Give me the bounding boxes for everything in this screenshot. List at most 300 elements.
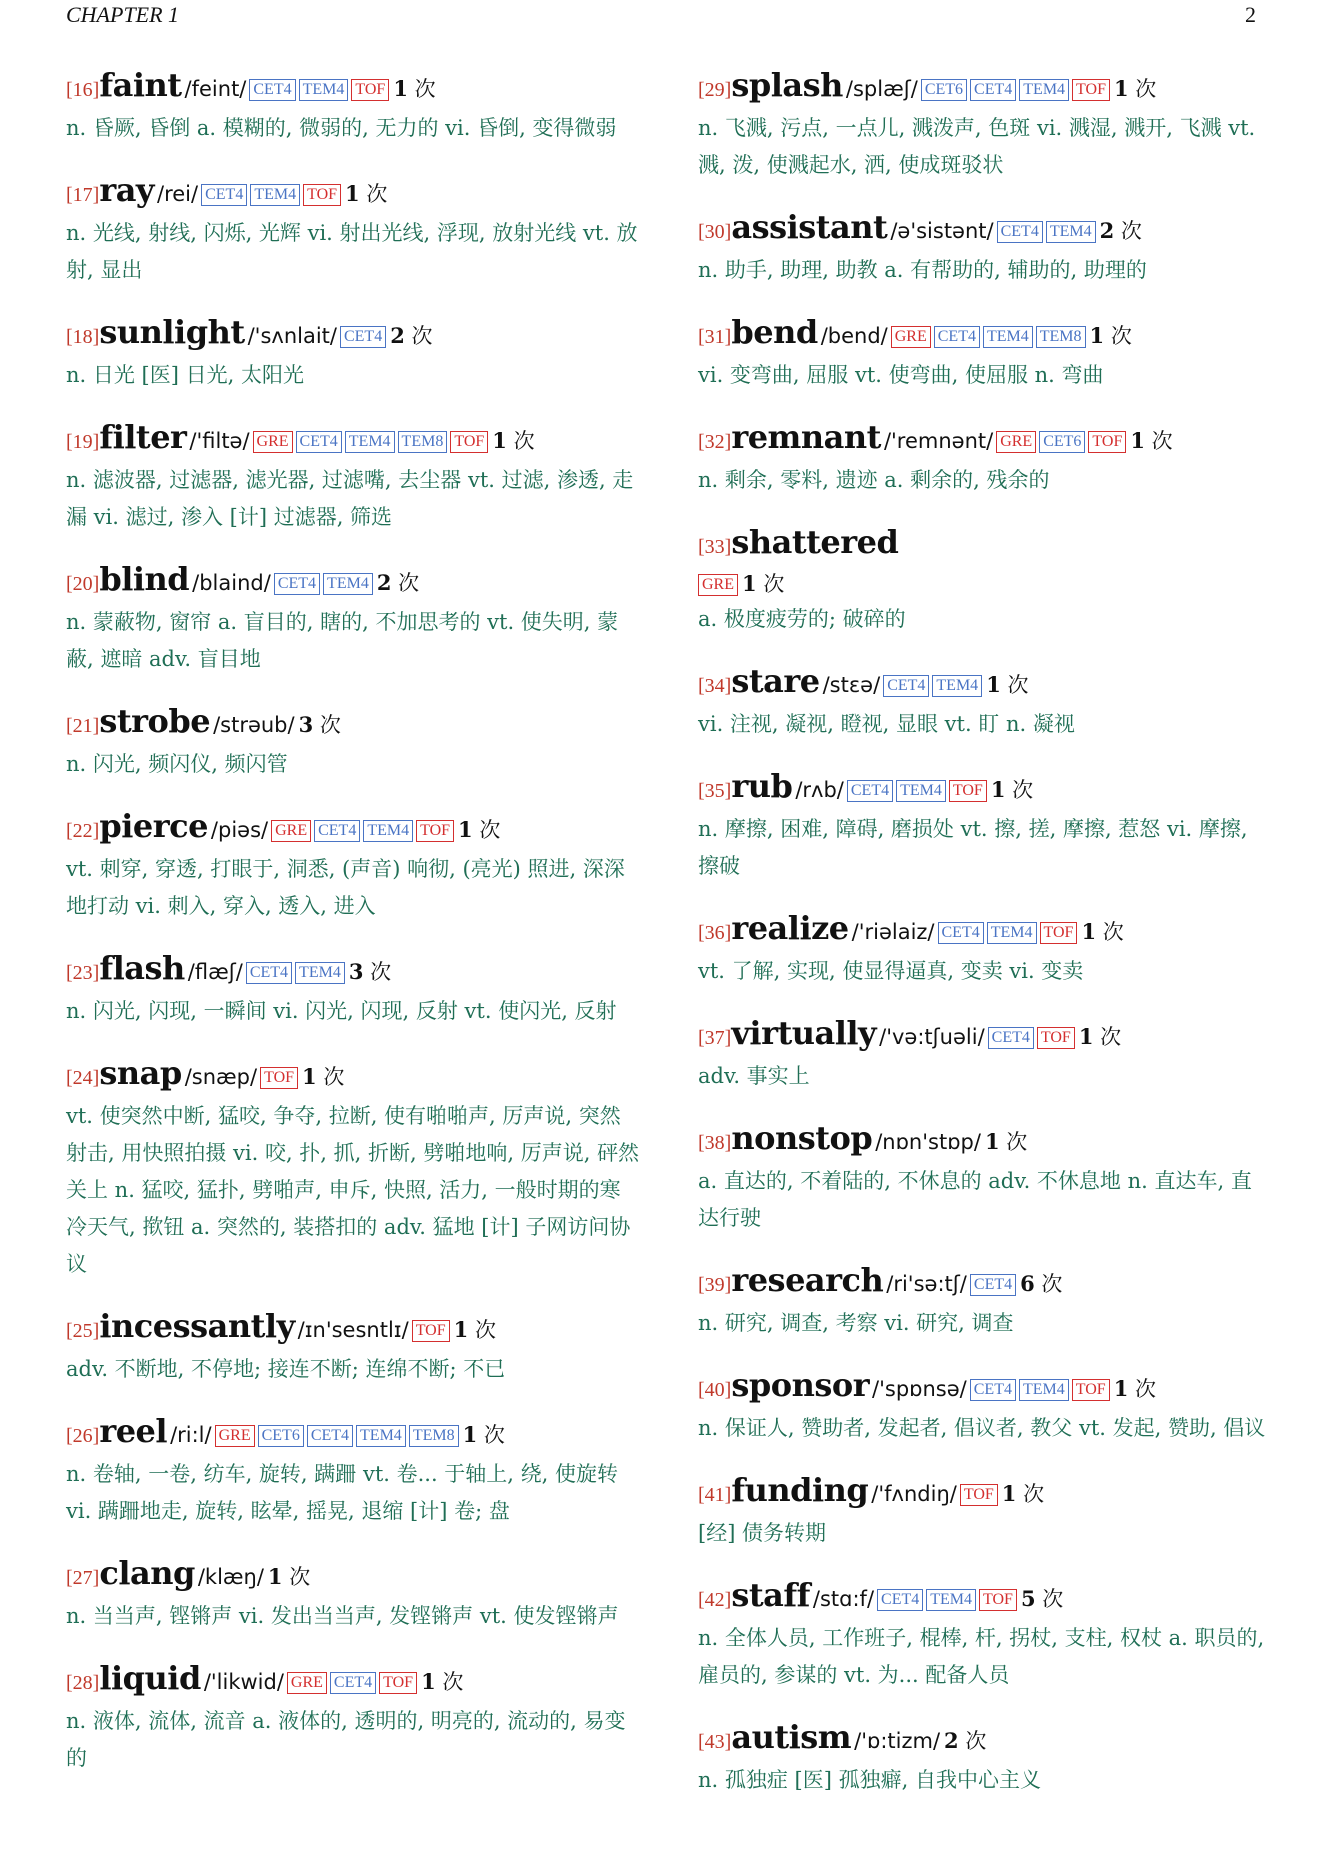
vocab-entry <box>698 1471 1272 1552</box>
count-unit: 次 <box>1135 1377 1156 1401</box>
phonetic: /ri'sə:tʃ/ <box>886 1272 967 1296</box>
phonetic: /nɒn'stɒp/ <box>875 1130 981 1154</box>
exam-tag: TEM8 <box>409 1425 459 1447</box>
exam-tag: CET4 <box>883 675 929 697</box>
headword: liquid <box>99 1659 201 1697</box>
exam-tag: TEM4 <box>356 1425 406 1447</box>
exam-tag: TOF <box>416 820 454 842</box>
entry-number: [40] <box>698 1379 732 1401</box>
entry-number: [23] <box>66 962 100 984</box>
vocab-entry <box>698 208 1272 289</box>
occurrence-count <box>299 713 341 737</box>
entry-headline <box>66 418 640 462</box>
entry-headline <box>66 1554 640 1598</box>
exam-tag: TOF <box>412 1320 450 1342</box>
headword: strobe <box>99 702 211 740</box>
exam-tag: TEM4 <box>896 780 946 802</box>
vocab-entry <box>698 662 1272 743</box>
headword: remnant <box>731 418 881 456</box>
exam-tag: TEM4 <box>1046 221 1096 243</box>
occurrence-count <box>742 572 784 596</box>
count-unit: 次 <box>414 77 436 101</box>
phonetic: /strəub/ <box>213 713 295 737</box>
count-value: 2 <box>376 570 392 595</box>
left-column <box>66 66 640 1801</box>
definition: n. 飞溅, 污点, 一点儿, 溅泼声, 色斑 vi. 溅湿, 溅开, 飞溅 vt. 溅, 泼, 使溅起水, 洒, 使成斑驳状 <box>698 116 1256 177</box>
phonetic: /'ɒ:tizm/ <box>854 1729 941 1753</box>
headword: snap <box>99 1054 182 1092</box>
count-unit: 次 <box>513 429 535 453</box>
exam-tag: TOF <box>260 1067 298 1089</box>
headword: sunlight <box>99 313 245 351</box>
definition: n. 助手, 助理, 助教 a. 有帮助的, 辅助的, 助理的 <box>698 258 1147 282</box>
exam-tag: TOF <box>450 431 488 453</box>
exam-tag: TEM4 <box>363 820 413 842</box>
definition: n. 全体人员, 工作班子, 棍棒, 杆, 拐杖, 支柱, 权杖 a. 职员的, 雇员的, 参谋的 vt. 为... 配备人员 <box>698 1626 1265 1687</box>
exam-tag: TEM4 <box>1019 1379 1069 1401</box>
entry-headline <box>698 313 1272 357</box>
occurrence-count <box>944 1729 986 1753</box>
definition: n. 昏厥, 昏倒 a. 模糊的, 微弱的, 无力的 vi. 昏倒, 变得微弱 <box>66 116 617 140</box>
headword: ray <box>99 171 155 209</box>
vocab-entry <box>698 523 1272 638</box>
headword: shattered <box>731 523 899 561</box>
phonetic: /ɪn'sesntlɪ/ <box>297 1318 409 1342</box>
exam-tag: TEM8 <box>1036 326 1086 348</box>
phonetic: /feint/ <box>184 77 247 101</box>
occurrence-count <box>393 77 435 101</box>
count-value: 1 <box>492 428 507 453</box>
entry-headline <box>698 1471 1272 1515</box>
count-unit: 次 <box>1102 920 1124 944</box>
count-value: 3 <box>298 712 314 737</box>
occurrence-count <box>349 960 391 984</box>
definition: n. 保证人, 赞助者, 发起者, 倡议者, 教父 vt. 发起, 赞助, 倡议 <box>698 1416 1266 1440</box>
exam-tag: CET4 <box>296 431 342 453</box>
definition: vt. 刺穿, 穿透, 打眼于, 洞悉, (声音) 响彻, (亮光) 照进, 深深地打动 vi. 刺入, 穿入, 透入, 进入 <box>66 857 625 918</box>
phonetic: /'və:tʃuəli/ <box>879 1025 985 1049</box>
count-unit: 次 <box>289 1565 311 1589</box>
definition: n. 孤独症 [医] 孤独癖, 自我中心主义 <box>698 1768 1041 1792</box>
count-value: 1 <box>1089 323 1105 348</box>
phonetic: /'fʌndiŋ/ <box>871 1482 957 1506</box>
entry-headline <box>66 1054 640 1098</box>
exam-tag: GRE <box>698 574 738 596</box>
count-unit: 次 <box>1023 1482 1045 1506</box>
headword: filter <box>99 418 187 456</box>
count-unit: 次 <box>370 960 392 984</box>
vocab-entry <box>698 418 1272 499</box>
phonetic: /klæŋ/ <box>197 1565 264 1589</box>
exam-tag: CET6 <box>921 79 967 101</box>
count-unit: 次 <box>1012 778 1034 802</box>
definition: vi. 变弯曲, 屈服 vt. 使弯曲, 使屈服 n. 弯曲 <box>698 363 1104 387</box>
count-unit: 次 <box>442 1670 464 1694</box>
exam-tag: TOF <box>1037 1027 1075 1049</box>
exam-tag: CET4 <box>877 1589 923 1611</box>
count-value: 1 <box>453 1317 469 1342</box>
headword: staff <box>731 1576 810 1614</box>
vocab-entry <box>698 767 1272 885</box>
count-unit: 次 <box>411 324 433 348</box>
definition: adv. 不断地, 不停地; 接连不断; 连绵不断; 不已 <box>66 1357 506 1381</box>
entry-headline <box>698 1119 1272 1163</box>
definition: n. 卷轴, 一卷, 纺车, 旋转, 蹒跚 vt. 卷... 于轴上, 绕, 使旋转 vi. 蹒跚地走, 旋转, 眩晕, 摇晃, 退缩 [计] 卷; 盘 <box>66 1462 619 1523</box>
count-unit: 次 <box>319 713 341 737</box>
headword: stare <box>731 662 820 700</box>
entry-headline <box>66 171 640 215</box>
vocab-entry <box>698 313 1272 394</box>
occurrence-count <box>1100 219 1142 243</box>
phonetic: /'likwid/ <box>203 1670 284 1694</box>
entry-number: [43] <box>698 1731 732 1753</box>
vocab-entry <box>66 1659 640 1777</box>
entry-number: [38] <box>698 1132 732 1154</box>
count-value: 1 <box>984 1129 1000 1154</box>
count-unit: 次 <box>1120 219 1142 243</box>
exam-tag: GRE <box>996 431 1036 453</box>
occurrence-count <box>377 571 419 595</box>
occurrence-count <box>1130 429 1172 453</box>
exam-tag: TEM4 <box>932 675 982 697</box>
page-header <box>66 2 1256 32</box>
entry-number: [36] <box>698 922 732 944</box>
entry-headline <box>698 208 1272 252</box>
exam-tag: TEM4 <box>1019 79 1069 101</box>
entry-headline <box>66 702 640 746</box>
count-value: 5 <box>1020 1586 1036 1611</box>
exam-tag: TEM4 <box>323 573 373 595</box>
entry-headline <box>698 1014 1272 1058</box>
phonetic: /blaind/ <box>192 571 271 595</box>
entry-number: [17] <box>66 184 100 206</box>
exam-tag: CET6 <box>1039 431 1085 453</box>
vocab-entry <box>698 1119 1272 1237</box>
entry-headline <box>698 66 1272 110</box>
vocab-entry <box>698 1718 1272 1799</box>
entry-number: [34] <box>698 675 732 697</box>
entry-number: [28] <box>66 1672 100 1694</box>
count-unit: 次 <box>1100 1025 1122 1049</box>
headword: autism <box>731 1718 852 1756</box>
exam-tag: TEM8 <box>398 431 448 453</box>
definition: n. 滤波器, 过滤器, 滤光器, 过滤嘴, 去尘器 vt. 过滤, 渗透, 走漏 vi. 滤过, 渗入 [计] 过滤器, 筛选 <box>66 468 634 529</box>
count-unit: 次 <box>1042 1587 1064 1611</box>
headword: blind <box>99 560 190 598</box>
phonetic: /bend/ <box>820 324 888 348</box>
entry-number: [42] <box>698 1589 732 1611</box>
entry-number: [21] <box>66 715 100 737</box>
count-value: 2 <box>1099 218 1115 243</box>
vocab-entry <box>66 1554 640 1635</box>
entry-number: [35] <box>698 780 732 802</box>
definition: n. 液体, 流体, 流音 a. 液体的, 透明的, 明亮的, 流动的, 易变的 <box>66 1709 626 1770</box>
occurrence-count <box>1090 324 1132 348</box>
count-value: 1 <box>1113 1376 1129 1401</box>
vocab-entry <box>66 418 640 536</box>
phonetic: /piəs/ <box>210 818 269 842</box>
entry-headline <box>698 1576 1272 1620</box>
entry-number: [29] <box>698 79 732 101</box>
count-value: 1 <box>742 571 757 596</box>
count-value: 1 <box>267 1564 283 1589</box>
count-unit: 次 <box>1110 324 1132 348</box>
definition: a. 极度疲劳的; 破碎的 <box>698 607 906 631</box>
headword: assistant <box>731 208 888 246</box>
entry-number: [16] <box>66 79 100 101</box>
vocab-entry <box>66 702 640 783</box>
exam-tag: CET4 <box>938 922 984 944</box>
exam-tag: CET4 <box>274 573 320 595</box>
headword: sponsor <box>731 1366 870 1404</box>
count-unit: 次 <box>965 1729 987 1753</box>
count-value: 2 <box>390 323 405 348</box>
entry-headline <box>698 523 1272 567</box>
exam-tag: TOF <box>1040 922 1078 944</box>
entry-headline <box>698 767 1272 811</box>
phonetic: /'riəlaiz/ <box>851 920 935 944</box>
occurrence-count <box>1079 1025 1121 1049</box>
headword: incessantly <box>99 1307 295 1345</box>
entry-headline <box>698 662 1272 706</box>
exam-tag: TOF <box>949 780 987 802</box>
chapter-label: CHAPTER 1 <box>66 2 180 27</box>
phonetic: /'spɒnsə/ <box>872 1377 967 1401</box>
entry-number: [39] <box>698 1274 732 1296</box>
definition: vt. 使突然中断, 猛咬, 争夺, 拉断, 使有啪啪声, 厉声说, 突然射击, 用快照拍摄 vi. 咬, 扑, 抓, 折断, 劈啪地响, 厉声说, 砰然关上 n. 猛咬, 猛扑, 劈啪声, 申斥, 快照, 活力, 一般时期的寒冷天气, 揿钮 a. 突然的, 装搭扣的 adv. 猛地 [计] 子网访问协议 <box>66 1104 640 1276</box>
count-unit: 次 <box>398 571 420 595</box>
entry-headline <box>698 1366 1272 1410</box>
count-value: 1 <box>393 76 408 101</box>
entry-number: [31] <box>698 326 732 348</box>
phonetic: /stɑ:f/ <box>812 1587 875 1611</box>
vocab-entry <box>698 1366 1272 1447</box>
entry-headline <box>66 313 640 357</box>
entry-number: [20] <box>66 573 100 595</box>
exam-tag: TOF <box>960 1484 998 1506</box>
occurrence-count <box>345 182 387 206</box>
phonetic: /snæp/ <box>184 1065 258 1089</box>
exam-tag: TOF <box>379 1672 417 1694</box>
count-value: 1 <box>990 777 1006 802</box>
vocab-entry <box>66 807 640 925</box>
headword: funding <box>731 1471 869 1509</box>
exam-tag: CET4 <box>997 221 1043 243</box>
exam-tag: CET4 <box>970 1379 1016 1401</box>
exam-tag: TEM4 <box>983 326 1033 348</box>
definition: n. 闪光, 闪现, 一瞬间 vi. 闪光, 闪现, 反射 vt. 使闪光, 反射 <box>66 999 617 1023</box>
headword: pierce <box>99 807 208 845</box>
count-unit: 次 <box>1007 673 1029 697</box>
count-unit: 次 <box>366 182 388 206</box>
vocab-entry <box>66 171 640 289</box>
count-unit: 次 <box>323 1065 345 1089</box>
entry-headline <box>66 1307 640 1351</box>
definition: n. 研究, 调查, 考察 vi. 研究, 调查 <box>698 1311 1014 1335</box>
phonetic: /'filtə/ <box>189 429 250 453</box>
exam-tag: TEM4 <box>295 962 345 984</box>
exam-tag: CET4 <box>970 1274 1016 1296</box>
entry-headline <box>66 1659 640 1703</box>
exam-tag: CET4 <box>201 184 247 206</box>
vocab-entry <box>66 1412 640 1530</box>
exam-tag: CET6 <box>258 1425 304 1447</box>
vocab-entry <box>66 1307 640 1388</box>
vocab-entry <box>698 1014 1272 1095</box>
entry-number: [19] <box>66 431 100 453</box>
exam-tag: TOF <box>351 79 389 101</box>
headword: virtually <box>731 1014 877 1052</box>
exam-tag: TOF <box>303 184 341 206</box>
occurrence-count <box>991 778 1033 802</box>
occurrence-count <box>1020 1272 1062 1296</box>
count-unit: 次 <box>483 1423 505 1447</box>
count-value: 1 <box>302 1064 317 1089</box>
headword: splash <box>731 66 843 104</box>
phonetic: /ri:l/ <box>170 1423 212 1447</box>
occurrence-count <box>390 324 432 348</box>
page-number: 2 <box>1245 2 1256 27</box>
entry-number: [41] <box>698 1484 732 1506</box>
occurrence-count <box>492 429 534 453</box>
phonetic: /ə'sistənt/ <box>890 219 994 243</box>
entry-tagline <box>698 569 1272 601</box>
exam-tag: GRE <box>253 431 293 453</box>
entry-headline <box>66 1412 640 1456</box>
count-value: 1 <box>1001 1481 1017 1506</box>
definition: n. 蒙蔽物, 窗帘 a. 盲目的, 瞎的, 不加思考的 vt. 使失明, 蒙蔽, 遮暗 adv. 盲目地 <box>66 610 619 671</box>
entry-number: [30] <box>698 221 732 243</box>
phonetic: /stɛə/ <box>822 673 881 697</box>
exam-tag: GRE <box>287 1672 327 1694</box>
headword: clang <box>99 1554 195 1592</box>
count-unit: 次 <box>763 572 785 596</box>
exam-tag: TOF <box>1072 79 1110 101</box>
phonetic: /rei/ <box>157 182 199 206</box>
headword: bend <box>731 313 818 351</box>
headword: rub <box>731 767 793 805</box>
definition: n. 当当声, 铿锵声 vi. 发出当当声, 发铿锵声 vt. 使发铿锵声 <box>66 1604 619 1628</box>
count-unit: 次 <box>1041 1272 1063 1296</box>
vocab-entry <box>66 1054 640 1283</box>
definition: vi. 注视, 凝视, 瞪视, 显眼 vt. 盯 n. 凝视 <box>698 712 1075 736</box>
exam-tag: TEM4 <box>345 431 395 453</box>
entry-headline <box>698 909 1272 953</box>
headword: faint <box>99 66 182 104</box>
exam-tag: TOF <box>979 1589 1017 1611</box>
count-value: 1 <box>1078 1024 1094 1049</box>
exam-tag: TEM4 <box>250 184 300 206</box>
occurrence-count <box>458 818 500 842</box>
definition: a. 直达的, 不着陆的, 不休息的 adv. 不休息地 n. 直达车, 直达行驶 <box>698 1169 1252 1230</box>
vocab-entry <box>698 1261 1272 1342</box>
occurrence-count <box>1081 920 1123 944</box>
definition: vt. 了解, 实现, 使显得逼真, 变卖 vi. 变卖 <box>698 959 1084 983</box>
count-value: 1 <box>421 1669 436 1694</box>
vocab-entry <box>698 1576 1272 1694</box>
occurrence-count <box>986 673 1028 697</box>
exam-tag: TEM4 <box>987 922 1037 944</box>
count-unit: 次 <box>1151 429 1173 453</box>
vocab-entry <box>66 949 640 1030</box>
occurrence-count <box>1114 1377 1156 1401</box>
phonetic: /splæʃ/ <box>845 77 918 101</box>
vocab-entry <box>698 909 1272 990</box>
entry-number: [37] <box>698 1027 732 1049</box>
definition: adv. 事实上 <box>698 1064 810 1088</box>
occurrence-count <box>421 1670 463 1694</box>
exam-tag: GRE <box>891 326 931 348</box>
count-value: 1 <box>345 181 360 206</box>
count-value: 1 <box>1130 428 1145 453</box>
count-value: 1 <box>1113 76 1129 101</box>
phonetic: /rʌb/ <box>795 778 844 802</box>
count-value: 2 <box>944 1728 959 1753</box>
entry-headline <box>66 66 640 110</box>
entry-headline <box>698 1718 1272 1762</box>
exam-tag: CET4 <box>970 79 1016 101</box>
entry-number: [32] <box>698 431 732 453</box>
occurrence-count <box>1021 1587 1063 1611</box>
entry-headline <box>66 807 640 851</box>
exam-tag: CET4 <box>934 326 980 348</box>
count-value: 1 <box>458 817 473 842</box>
entry-number: [22] <box>66 820 100 842</box>
phonetic: /flæʃ/ <box>187 960 243 984</box>
entry-number: [18] <box>66 326 100 348</box>
exam-tag: CET4 <box>249 79 295 101</box>
vocab-entry <box>66 313 640 394</box>
occurrence-count <box>463 1423 505 1447</box>
vocab-entry <box>698 66 1272 184</box>
vocab-entry <box>66 66 640 147</box>
entry-number: [27] <box>66 1567 100 1589</box>
exam-tag: CET4 <box>307 1425 353 1447</box>
entry-headline <box>698 418 1272 462</box>
count-unit: 次 <box>479 818 501 842</box>
exam-tag: CET4 <box>988 1027 1034 1049</box>
count-value: 6 <box>1020 1271 1035 1296</box>
right-column <box>698 66 1272 1823</box>
phonetic: /'remnənt/ <box>883 429 994 453</box>
headword: reel <box>99 1412 168 1450</box>
vocab-entry <box>66 560 640 678</box>
exam-tag: TOF <box>1088 431 1126 453</box>
exam-tag: GRE <box>215 1425 255 1447</box>
entry-number: [33] <box>698 536 732 558</box>
exam-tag: CET4 <box>330 1672 376 1694</box>
exam-tag: CET4 <box>314 820 360 842</box>
count-value: 1 <box>986 672 1001 697</box>
occurrence-count <box>302 1065 344 1089</box>
headword: realize <box>731 909 849 947</box>
definition: n. 闪光, 频闪仪, 频闪管 <box>66 752 288 776</box>
entry-headline <box>698 1261 1272 1305</box>
exam-tag: TOF <box>1072 1379 1110 1401</box>
count-value: 1 <box>1081 919 1097 944</box>
exam-tag: TEM4 <box>299 79 349 101</box>
count-unit: 次 <box>474 1318 496 1342</box>
headword: nonstop <box>731 1119 873 1157</box>
exam-tag: CET4 <box>246 962 292 984</box>
definition: n. 摩擦, 困难, 障碍, 磨损处 vt. 擦, 搓, 摩擦, 惹怒 vi. 摩擦, 擦破 <box>698 817 1248 878</box>
definition: n. 剩余, 零料, 遗迹 a. 剩余的, 残余的 <box>698 468 1050 492</box>
headword: flash <box>99 949 185 987</box>
phonetic: /'sʌnlait/ <box>247 324 337 348</box>
occurrence-count <box>454 1318 496 1342</box>
occurrence-count <box>1002 1482 1044 1506</box>
exam-tag: CET4 <box>847 780 893 802</box>
